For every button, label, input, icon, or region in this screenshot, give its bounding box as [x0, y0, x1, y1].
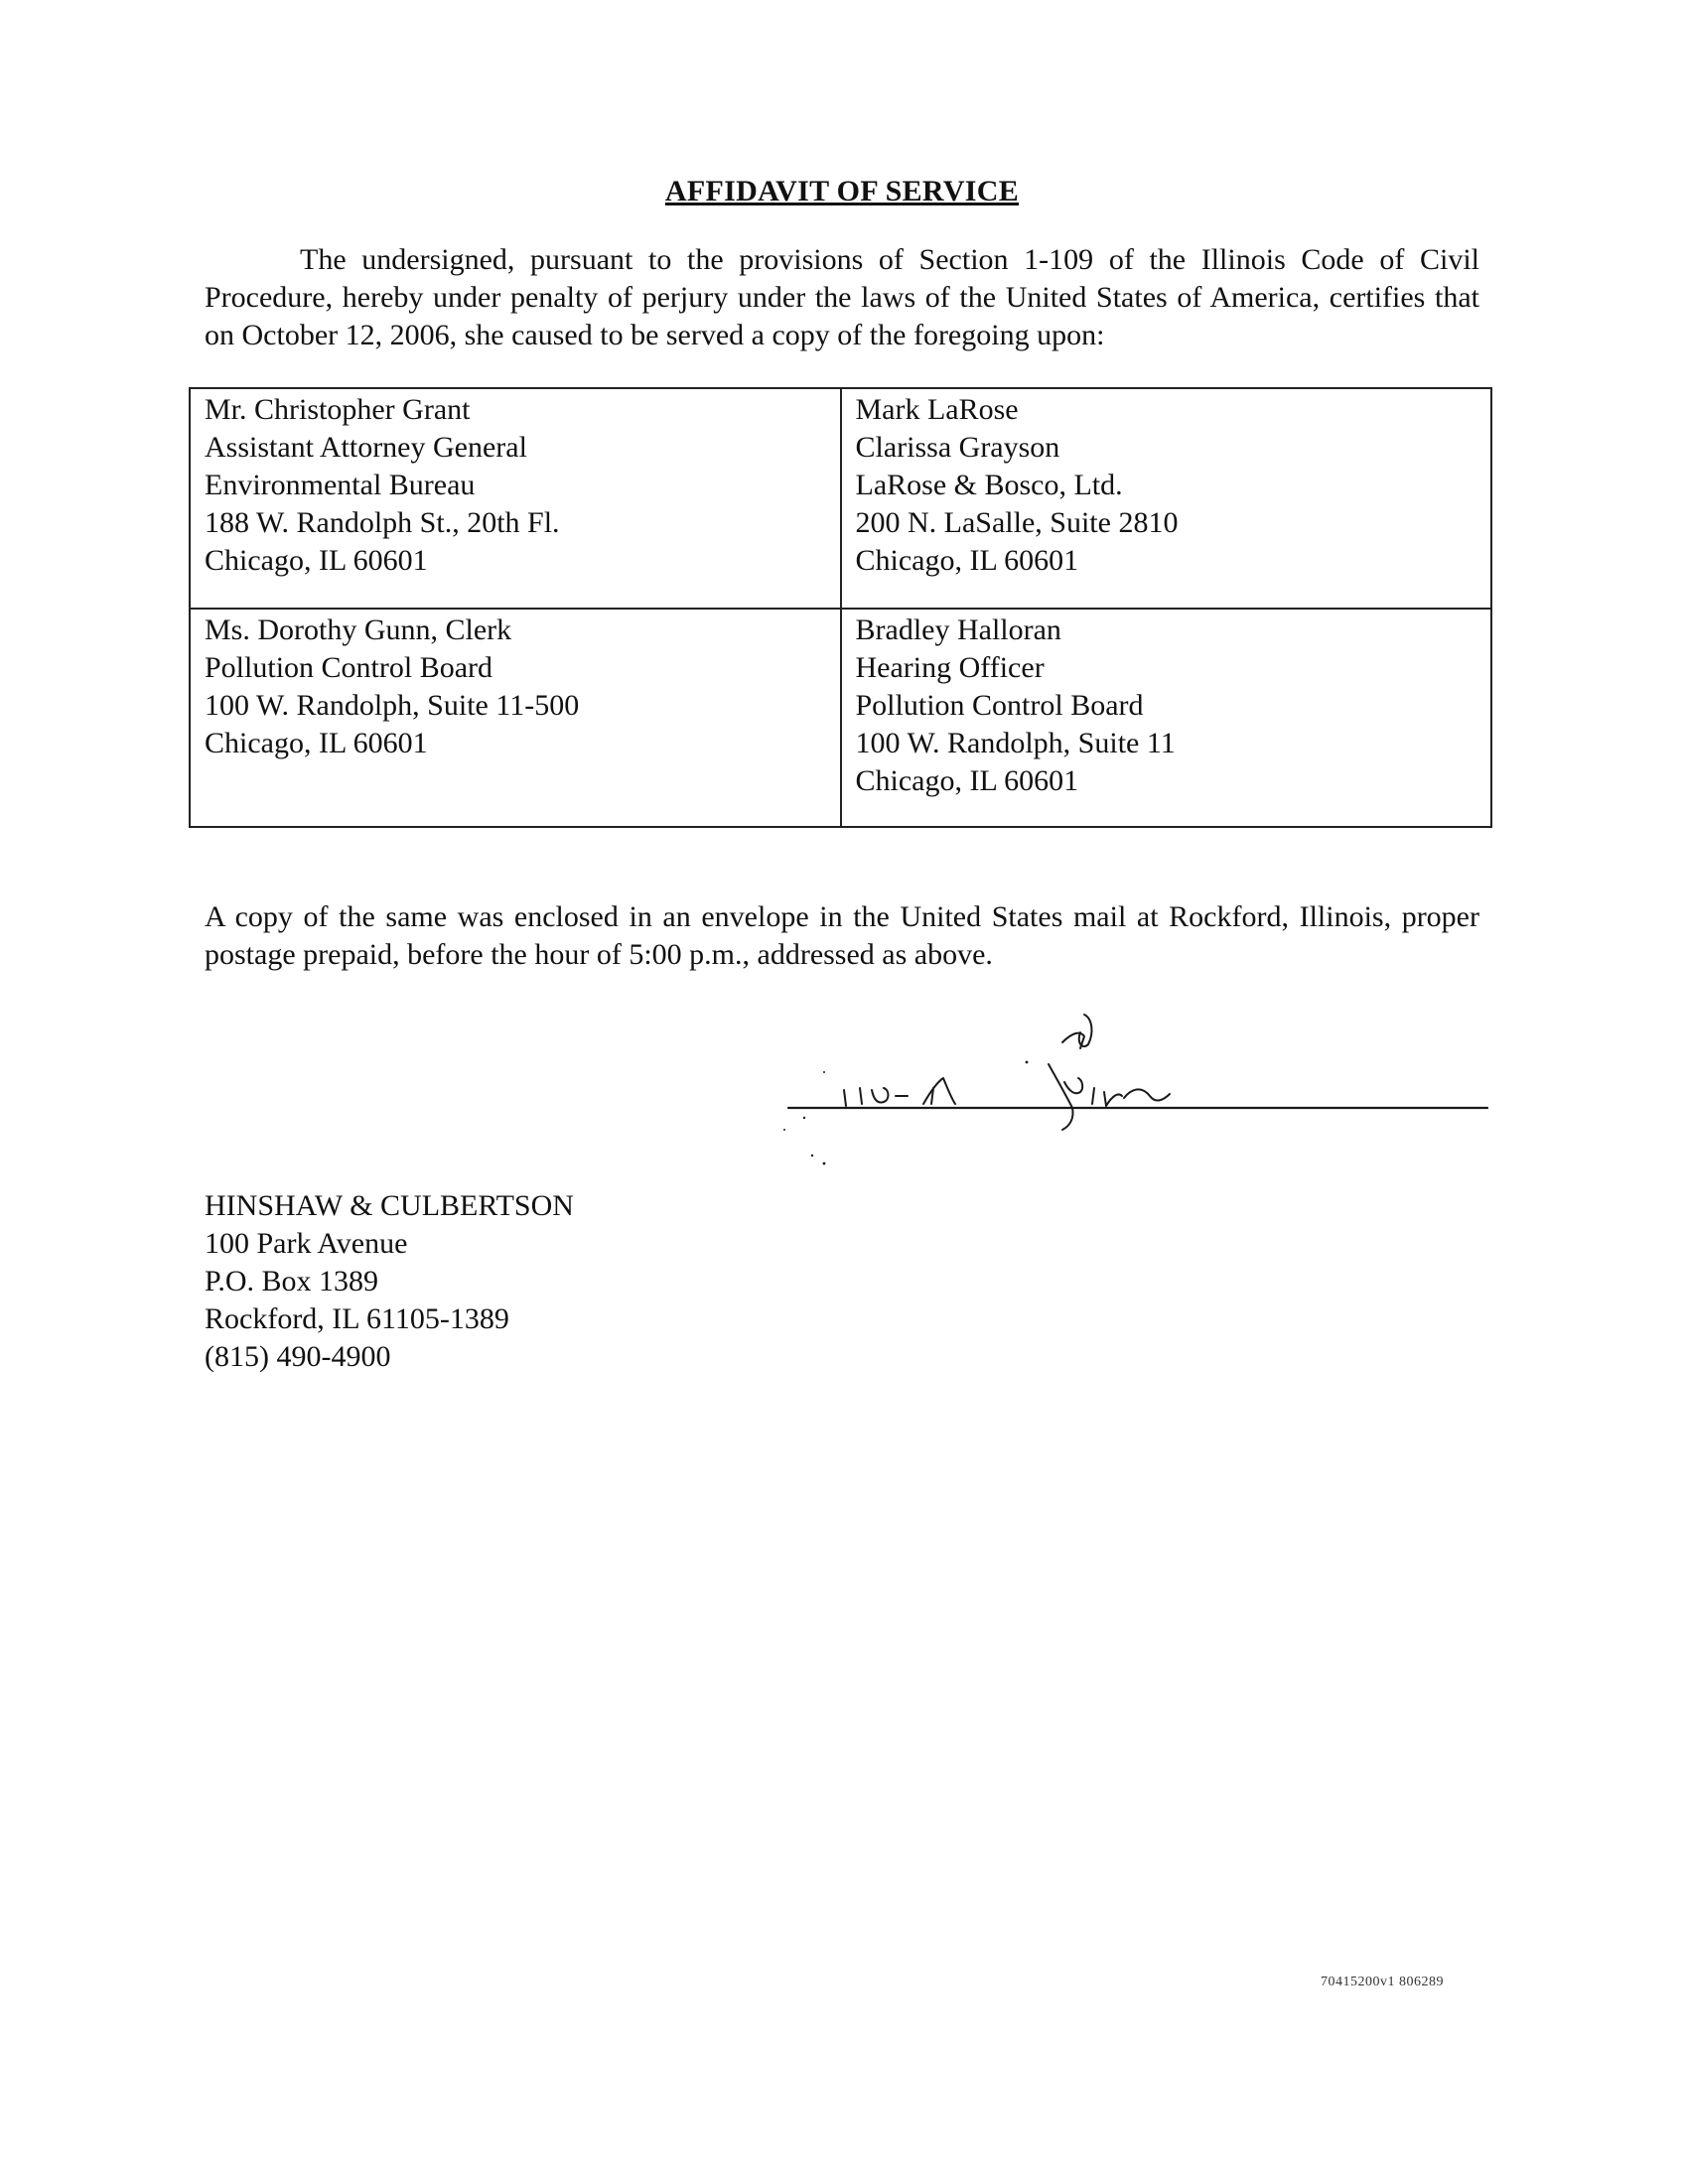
- recipient-line: 200 N. LaSalle, Suite 2810: [855, 506, 1179, 539]
- document-title: AFFIDAVIT OF SERVICE: [664, 175, 1020, 207]
- recipient-cell: [190, 388, 841, 609]
- recipient-line: LaRose & Bosco, Ltd.: [855, 469, 1123, 501]
- recipient-cell: [841, 388, 1492, 609]
- recipient-line: 188 W. Randolph St., 20th Fl.: [205, 506, 560, 539]
- recipient-line: Chicago, IL 60601: [205, 544, 428, 577]
- recipient-line: Environmental Bureau: [205, 469, 476, 501]
- service-list-table: [189, 387, 1492, 828]
- table-row: [190, 609, 1491, 827]
- recipient-line: Mr. Christopher Grant: [205, 393, 471, 426]
- recipient-line: Bradley Halloran: [855, 614, 1061, 646]
- firm-street: 100 Park Avenue: [205, 1227, 408, 1260]
- recipient-line: Clarissa Grayson: [855, 431, 1060, 464]
- firm-po-box: P.O. Box 1389: [205, 1265, 379, 1297]
- table-row: [190, 388, 1491, 609]
- recipient-line: Chicago, IL 60601: [855, 544, 1079, 577]
- recipient-line: Ms. Dorothy Gunn, Clerk: [205, 614, 512, 646]
- firm-name: HINSHAW & CULBERTSON: [205, 1189, 574, 1222]
- recipient-line: 100 W. Randolph, Suite 11-500: [205, 689, 580, 722]
- recipient-line: Chicago, IL 60601: [205, 727, 428, 759]
- mailing-statement: A copy of the same was enclosed in an envelope in the United States mail at Rockford, Illinois, proper postage prepaid, before the hour of 5:00 p.m., addressed as above.: [205, 900, 1479, 971]
- recipient-line: 100 W. Randolph, Suite 11: [855, 727, 1176, 759]
- firm-address-block: [205, 1187, 574, 1376]
- document-id: 70415200v1 806289: [1321, 1975, 1444, 1989]
- recipient-cell: [841, 609, 1492, 827]
- intro-paragraph: The undersigned, pursuant to the provisions of Section 1-109 of the Illinois Code of Civil Procedure, hereby under penalty of perjury under the laws of the United States of America, certifies that on October 12, 2006, she caused to be served a copy of the foregoing upon:: [205, 243, 1479, 351]
- firm-city-state-zip: Rockford, IL 61105-1389: [205, 1302, 509, 1335]
- recipient-line: Pollution Control Board: [855, 689, 1144, 722]
- recipient-line: Assistant Attorney General: [205, 431, 527, 464]
- recipient-line: Pollution Control Board: [205, 651, 493, 684]
- recipient-line: Chicago, IL 60601: [855, 764, 1079, 797]
- signature-image: [765, 993, 1489, 1191]
- recipient-cell: [190, 609, 841, 827]
- firm-phone: (815) 490-4900: [205, 1340, 391, 1373]
- recipient-line: Hearing Officer: [855, 651, 1045, 684]
- recipient-line: Mark LaRose: [855, 393, 1019, 426]
